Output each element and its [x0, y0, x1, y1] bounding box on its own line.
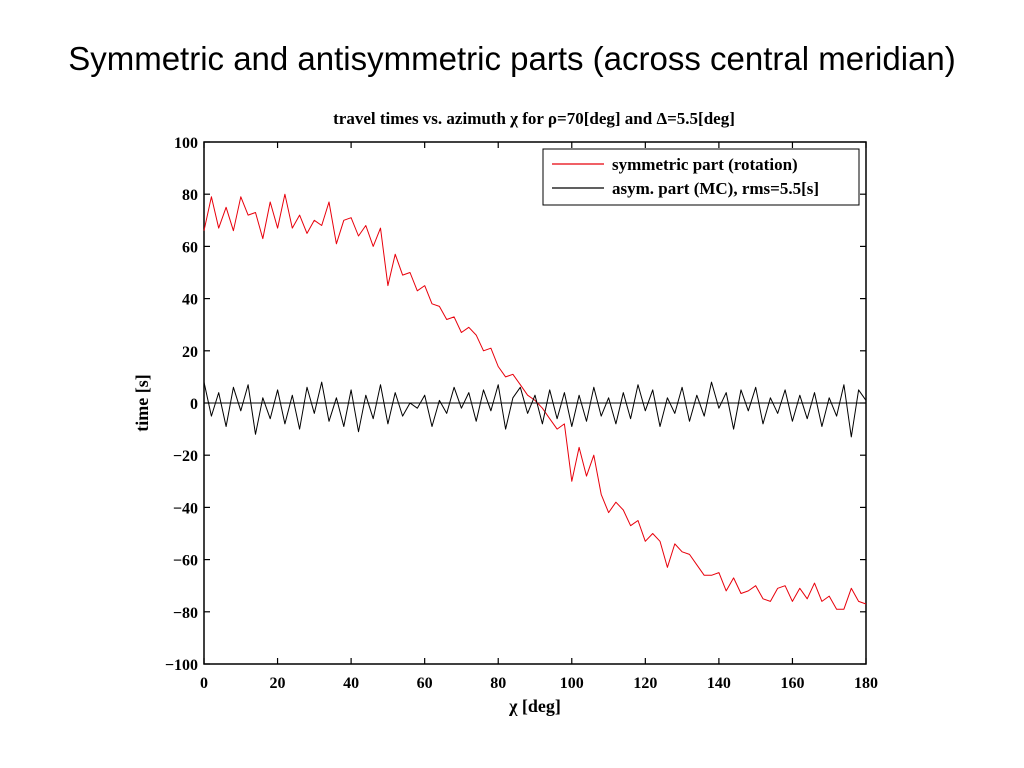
y-tick-label: −100: [164, 657, 198, 674]
x-tick-label: 40: [343, 675, 360, 692]
x-tick-label: 20: [269, 675, 286, 692]
x-tick-label: 80: [490, 675, 507, 692]
series-group: [204, 194, 866, 609]
y-tick-label: 0: [190, 396, 198, 413]
x-axis-label: χ [deg]: [509, 696, 561, 716]
legend-label: symmetric part (rotation): [612, 155, 798, 174]
y-tick-label: 80: [182, 187, 198, 205]
y-tick-label: 40: [182, 291, 198, 309]
x-tick-label: 160: [780, 675, 805, 692]
x-tick-label: 180: [854, 675, 878, 692]
series-line-asymmetric: [204, 382, 866, 437]
x-tick-label: 60: [416, 675, 433, 692]
y-tick-label: −60: [172, 552, 198, 570]
series-line-symmetric: [204, 194, 866, 609]
y-tick-label: −40: [172, 500, 198, 518]
slide-title: Symmetric and antisymmetric parts (across central meridian): [68, 40, 956, 77]
x-tick-label: 120: [633, 675, 658, 692]
x-tick-label: 0: [200, 675, 208, 692]
x-tick-label: 100: [559, 675, 584, 692]
legend: [543, 149, 859, 205]
y-tick-label: 20: [182, 343, 198, 361]
y-axis-label: time [s]: [132, 374, 152, 432]
y-tick-label: −80: [172, 604, 198, 622]
y-tick-label: 100: [174, 135, 198, 152]
y-tick-label: 60: [182, 239, 198, 257]
x-tick-label: 140: [706, 675, 731, 692]
legend-label: asym. part (MC), rms=5.5[s]: [612, 179, 820, 198]
chart-title: travel times vs. azimuth χ for ρ=70[deg] and Δ=5.5[deg]: [333, 109, 735, 128]
y-tick-label: −20: [172, 448, 198, 466]
